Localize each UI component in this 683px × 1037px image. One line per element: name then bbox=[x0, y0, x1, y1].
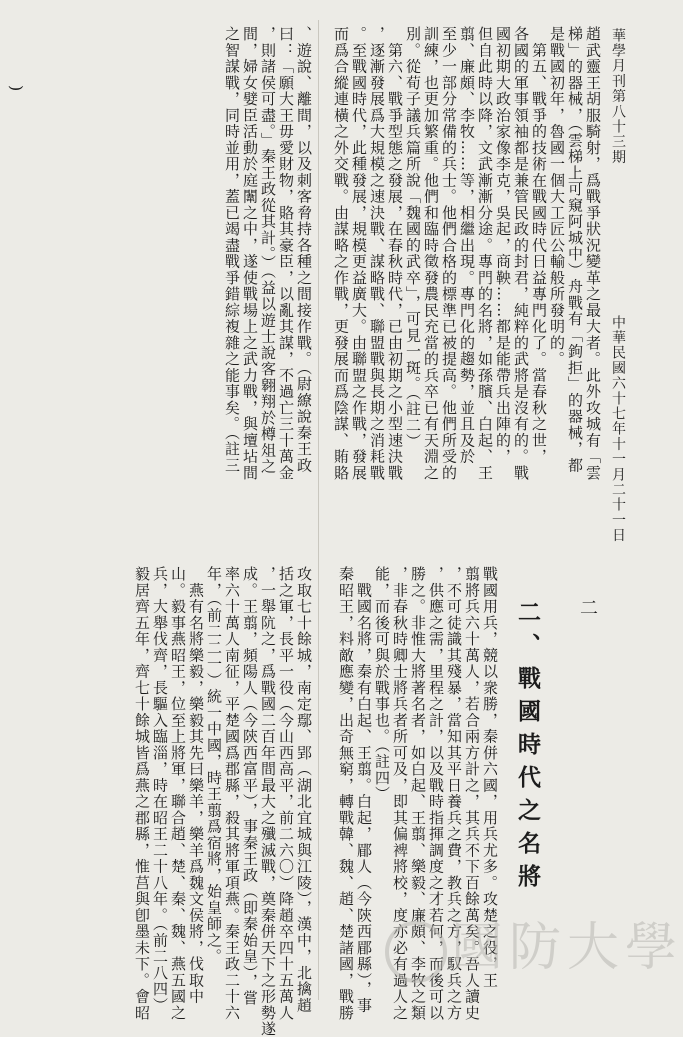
text-line: ，逐漸發展爲大規模之速決戰、謀略戰、聯盟戰與長期之消耗戰 bbox=[368, 26, 386, 481]
text-line: 攻取七十餘城，南定鄢、郢（湖北宜城與江陵），漢中，北擒趙 bbox=[295, 566, 313, 1014]
text-line: 兵，大舉伐齊，長驅入臨淄，時在昭王二十八年。（前二八四） bbox=[151, 566, 169, 1014]
text-line: 間，婦女嬖臣活動於庭闈之中，遂使戰場上之武力戰，與壇坫間 bbox=[241, 26, 259, 481]
text-line: ，則諸侯可盡。」秦王政從其計。）（益以遊士說客翱翔於樽俎之 bbox=[259, 26, 277, 475]
text-line: 訓練，也更加繁重。他們和臨時徵發農民充當的兵卒已有天淵之 bbox=[422, 26, 440, 481]
text-line: 至少一部分常備的兵士。他們合格的標準已被提高。他們所受的 bbox=[440, 26, 458, 481]
page-number: 二 bbox=[577, 598, 598, 618]
text-line: 翦、廉頗、李牧……等，相繼出現。專門化的趨勢，並且及於 bbox=[458, 26, 476, 465]
text-line: 山。毅事燕昭王，位至上將軍，聯合趙、楚、秦、魏、燕五國之 bbox=[169, 566, 187, 1021]
text-line: ，非春秋時卿士將兵者所可及，即其偏裨將校，度亦必有過人之 bbox=[391, 566, 409, 1021]
text-line: 括之軍，長平一役（今山西高平，前二六〇）降趙卒四十五萬人 bbox=[277, 566, 295, 1021]
text-line: 梯」的器械，（雲梯上可窺阿城中）舟戰有「鉤拒」的器械，都 bbox=[566, 26, 584, 474]
text-line: 燕有名將樂毅，樂毅其先曰樂羊，樂羊爲魏文侯將，伐取中 bbox=[187, 566, 205, 1005]
closing-bracket: ) bbox=[7, 85, 26, 93]
text-line: 年，（前二二一）統一中國，時王翦爲宿將，始皇師之。 bbox=[205, 566, 223, 965]
text-line: ，供應之需，里程之計，以及戰時指揮調度之才若何，而後可以 bbox=[427, 566, 445, 1021]
text-line: ，不可徒識其殘暴，當知其平日養兵之費，教兵之方，馭兵之方 bbox=[445, 566, 463, 1021]
text-line: 能，而後可與於戰事也。（註四） bbox=[373, 566, 391, 803]
text-line: ，一舉阬之，爲戰國二百年間最大之殲滅戰，奠秦併天下之形勢遂 bbox=[259, 566, 277, 1037]
text-line: 勝之。非惟大將著名者，如白起、王翦、樂毅、廉頗、李牧之類 bbox=[409, 566, 427, 1021]
text-line: 戰國名將，秦有白起、王翦。白起，郿人（今陝西郿縣），事 bbox=[355, 566, 373, 1014]
text-line: 是戰國初年，魯國一個大工匠公輸般所發明的。 bbox=[548, 26, 566, 368]
text-line: 各國的軍事領袖都是兼管民政的封君，純粹的武將是沒有的。戰 bbox=[512, 26, 530, 481]
text-line: 翦將兵六十萬人，若合兩方計之，其兵不下百餘萬矣。吾人讀史 bbox=[463, 566, 481, 1021]
text-line: 毅居齊五年，齊七十餘城皆爲燕之郡縣，惟莒與卽墨未下。會昭 bbox=[133, 566, 151, 1021]
text-line: 趙武靈王胡服騎射，爲戰爭狀況變革之最大者。此外攻城有「雲 bbox=[584, 26, 602, 481]
text-line: 成。王翦，頻陽人（今陝西富平），事秦王政（即秦始皇），嘗 bbox=[241, 566, 259, 1006]
page-divider bbox=[318, 20, 319, 1000]
text-line: 而爲合縱連橫之外交戰。由謀略之作戰，更發展而爲陰謀、賄賂 bbox=[332, 26, 350, 481]
text-line: 第六、戰爭型態之發展，在春秋時代，已由初期之小型速決戰 bbox=[386, 26, 404, 481]
journal-header: 華學月刊第八十三期 bbox=[610, 28, 626, 165]
text-line: 之智謀戰，同時並用，蓋已竭盡戰爭錯綜複雜之能事矣。（註三 bbox=[223, 26, 241, 474]
text-line: 國初期大政治家像李克，吳起，商鞅……都是能帶兵出陣的， bbox=[494, 26, 512, 465]
text-line: 。至戰國時代，此種發展，規模更益廣大。由聯盟之作戰，發展 bbox=[350, 26, 368, 481]
text-line: 別。從荀子議兵篇所說「魏國的武卒」，可見一斑。（註二） bbox=[404, 26, 422, 450]
text-line: 、遊說、離間，以及刺客脅持各種之間接作戰。（尉繚說秦王政 bbox=[295, 26, 313, 474]
text-line: 第五、戰爭的技術在戰國時代日益專門化了。當春秋之世， bbox=[530, 26, 548, 465]
text-line: 戰國用兵，競以衆勝，秦併六國，用兵尤多。攻楚之役，王 bbox=[481, 566, 499, 989]
text-line: 率六十萬人南征，平楚國爲郡縣，殺其將軍項燕。秦王政二十六 bbox=[223, 566, 241, 1021]
watermark-text: 國防大學 bbox=[451, 918, 683, 978]
date-header: 中華民國六十七年十一月二十一日 bbox=[610, 315, 626, 543]
section-title: 二、戰國時代之名將 bbox=[514, 600, 541, 897]
text-line: 但自此時以降，文武漸漸分途。專門的名將，如孫臏、白起、王 bbox=[476, 26, 494, 481]
text-line: 曰：「願大王毋愛財物，賂其豪臣，以亂其謀，不過亡三十萬金 bbox=[277, 26, 295, 481]
text-line: 秦昭王，料敵應變，出奇無窮，轉戰韓、魏、趙、楚諸國，戰勝 bbox=[337, 566, 355, 1021]
